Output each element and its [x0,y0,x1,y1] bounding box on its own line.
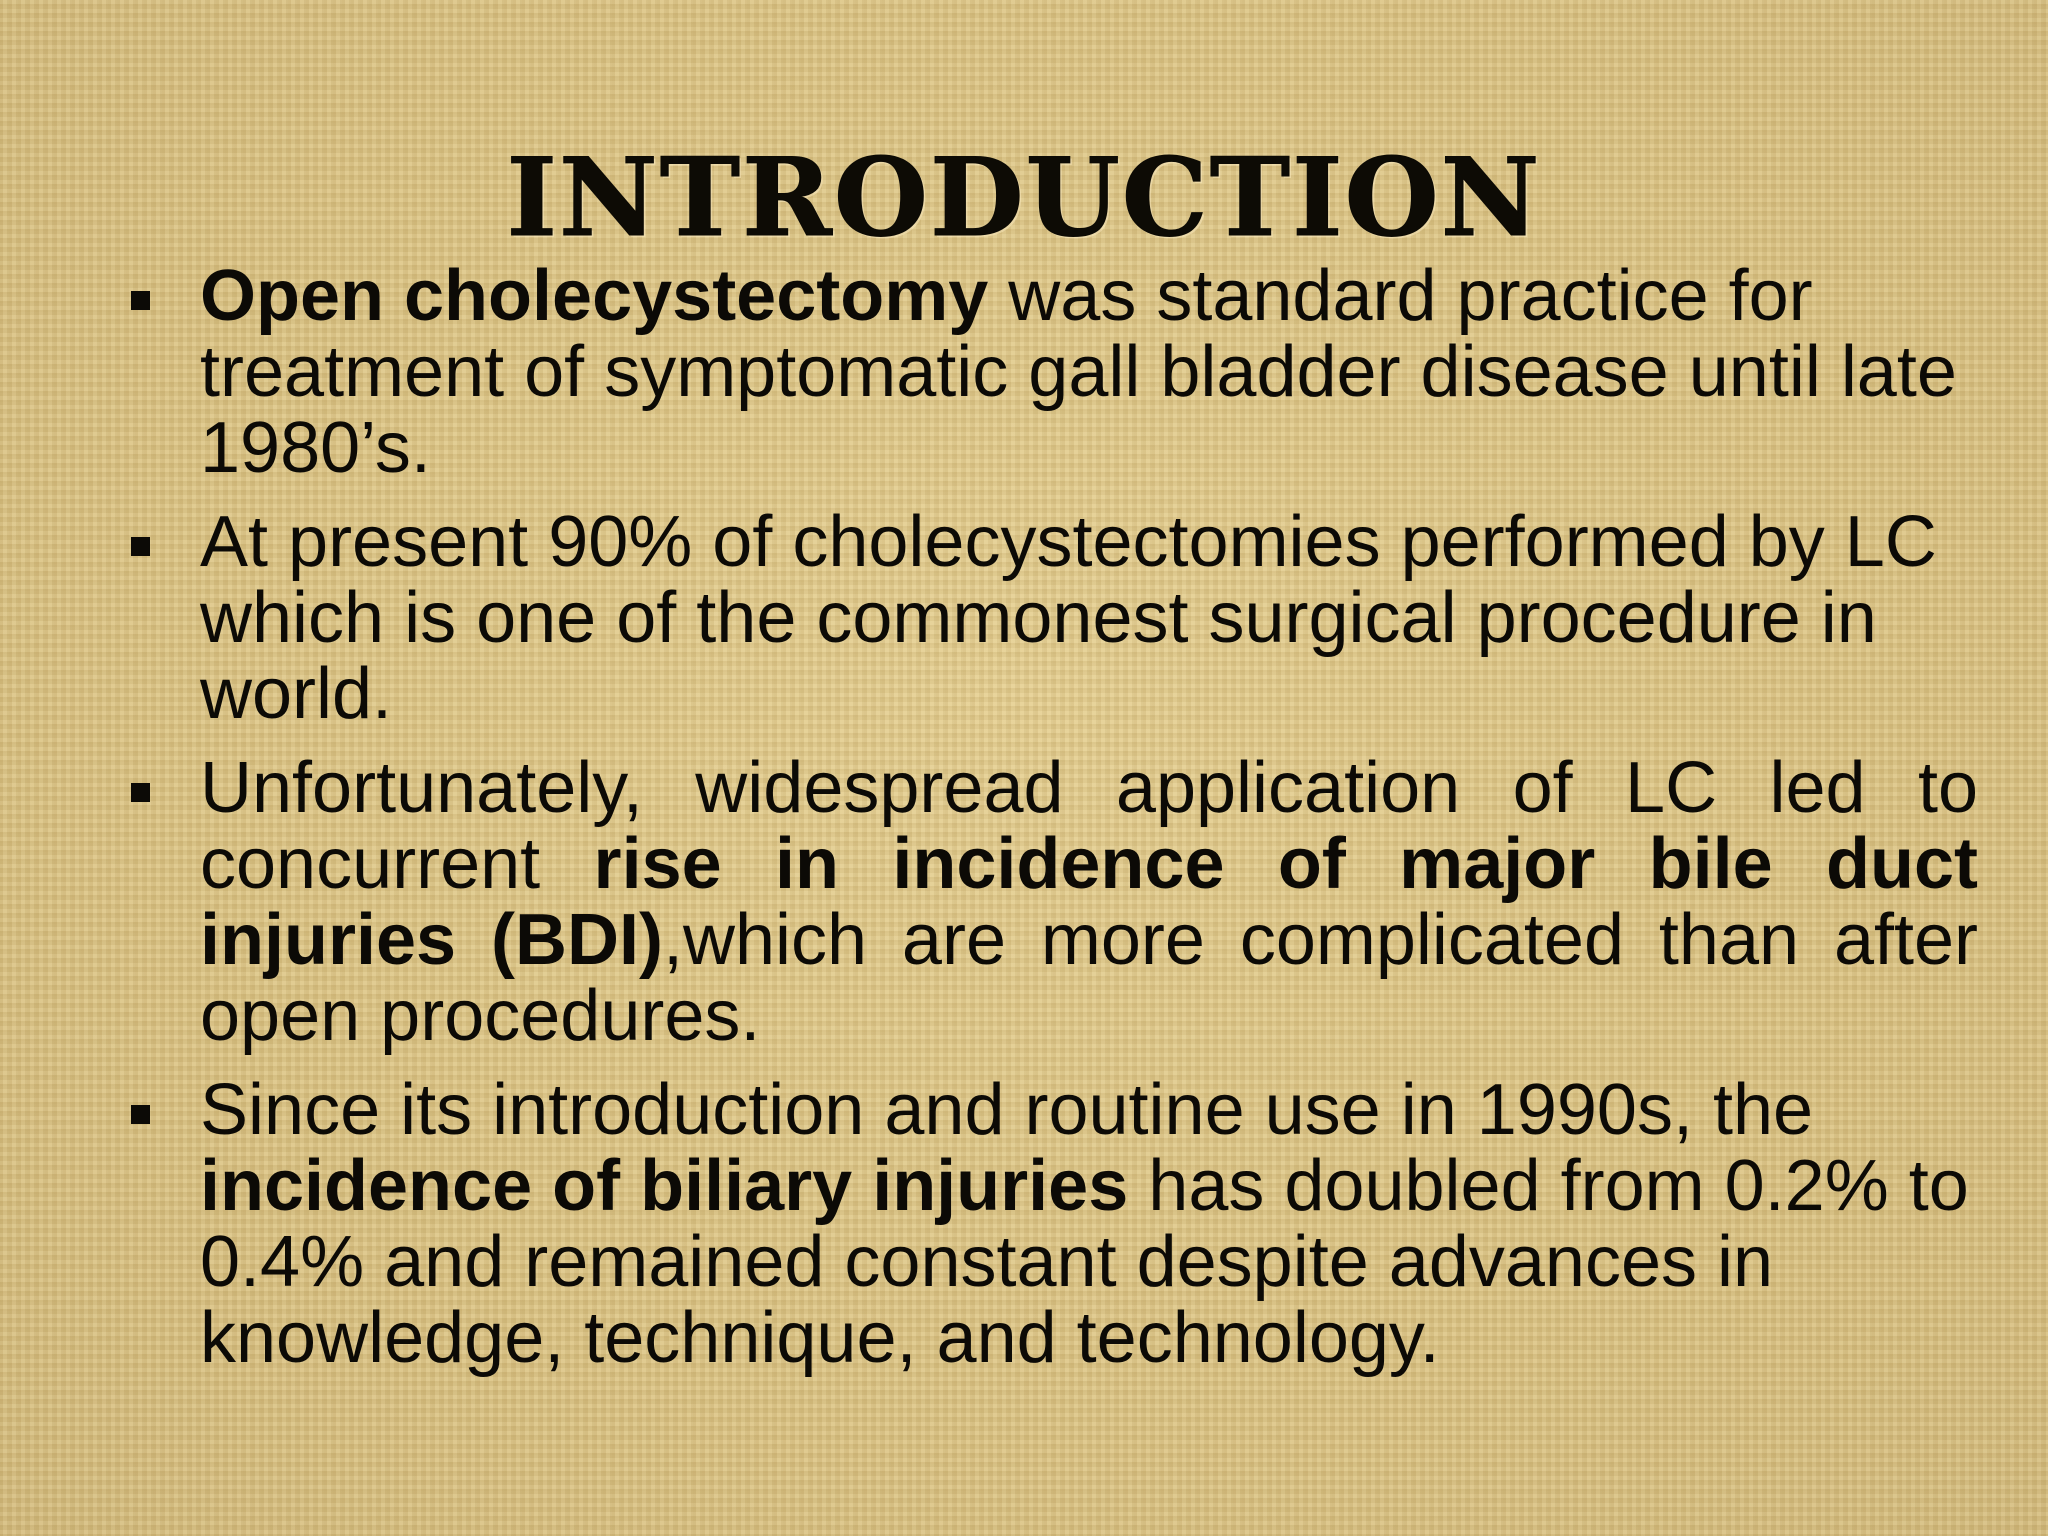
square-bullet-icon [131,783,150,802]
bullet-item [0,750,2048,1054]
bullet-text-bold: incidence of biliary injuries [200,1146,1129,1226]
bullet-text-bold: Open cholecystectomy [200,256,989,336]
bullet-text: Since its introduction and routine use in 1990s, the [200,1070,1814,1150]
bullet-item [0,258,2048,486]
square-bullet-icon [131,291,150,310]
bullet-item [0,504,2048,732]
bullet-text: was standard practice for treatment of symptomatic gall bladder disease until late 1980’s. [200,256,1957,488]
square-bullet-icon [131,1105,150,1124]
square-bullet-icon [131,537,150,556]
bullet-item [0,1072,2048,1376]
bullet-text: At present 90% of cholecystectomies performed by LC which is one of the commonest surgical procedure in world. [200,502,1937,734]
bullet-text: ,which are more complicated than after open procedures. [200,900,1979,1056]
bullet-list [0,258,2048,1394]
slide-title: INTRODUCTION [506,135,1542,261]
bullet-text: Unfortunately, widespread application of LC led to concurrent [200,748,1978,904]
bullet-text: has doubled from 0.2% to 0.4% and remained constant despite advances in knowledge, technique, and technology. [200,1146,1969,1378]
bullet-text-bold: rise in incidence of major bile duct injuries (BDI) [200,824,1978,980]
